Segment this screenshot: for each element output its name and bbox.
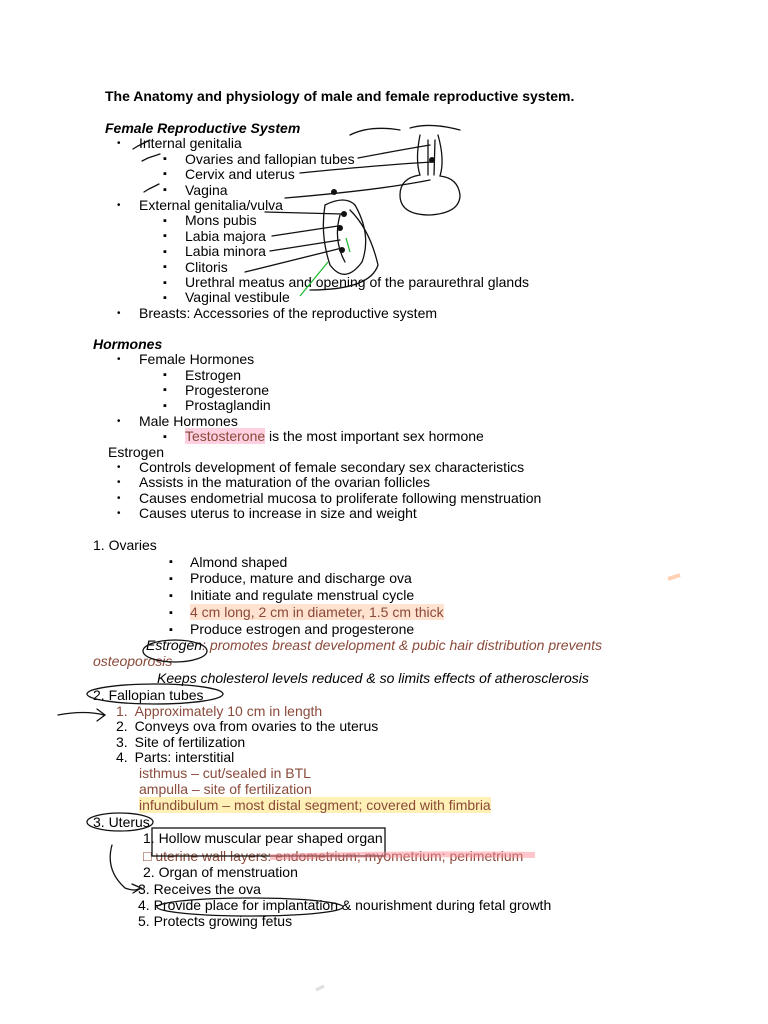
uterus-item bbox=[143, 848, 523, 864]
female-hormone-item: Prostaglandin bbox=[185, 397, 271, 413]
uterus-item: 4. Provide place for implantation & nourishment during fetal growth bbox=[138, 897, 552, 913]
ovaries-item: Almond shaped bbox=[190, 554, 288, 570]
uterus-item: 2. Organ of menstruation bbox=[143, 864, 298, 880]
hormones-heading: Hormones bbox=[93, 336, 163, 352]
internal-genitalia: Internal genitalia bbox=[139, 135, 242, 151]
square-bullet-icon: ▪ bbox=[163, 153, 167, 165]
ink-dot bbox=[337, 225, 343, 231]
bullet-dot-icon: • bbox=[117, 462, 121, 473]
bullet-dot-icon: • bbox=[117, 354, 121, 365]
arrow-head-icon bbox=[97, 709, 105, 721]
ovaries-item: Initiate and regulate menstrual cycle bbox=[190, 587, 415, 603]
pointer-line bbox=[358, 145, 430, 158]
fallopian-item: 2. Conveys ova from ovaries to the uterus bbox=[116, 718, 379, 734]
fallopian-item bbox=[116, 703, 322, 719]
testosterone-rest: is the most important sex hormone bbox=[265, 428, 484, 444]
uterine-wall-layers: □ uterine wall layers: endometrium; myometrium; perimetrium bbox=[143, 848, 524, 864]
infundibulum-highlight: infundibulum – most distal segment; covered with fimbria bbox=[139, 797, 491, 813]
uterus-sketch bbox=[400, 135, 460, 215]
square-bullet-icon: ▪ bbox=[163, 261, 167, 273]
green-ink-mark bbox=[346, 238, 350, 252]
ink-dot bbox=[429, 157, 435, 163]
ovaries-heading: 1. Ovaries bbox=[93, 537, 157, 553]
square-bullet-icon: ▪ bbox=[163, 246, 167, 258]
bullet-dot-icon: • bbox=[117, 308, 121, 319]
female-hormone-item: Estrogen bbox=[185, 367, 242, 383]
ovaries-item: Produce, mature and discharge ova bbox=[190, 570, 412, 586]
square-bullet-icon: ▪ bbox=[169, 590, 173, 602]
ink-dot bbox=[339, 247, 345, 253]
estrogen-item: Causes endometrial mucosa to proliferate following menstruation bbox=[139, 490, 542, 506]
square-bullet-icon: ▪ bbox=[163, 215, 167, 227]
square-bullet-icon: ▪ bbox=[163, 168, 167, 180]
uterus-item: 1. Hollow muscular pear shaped organ bbox=[143, 830, 383, 846]
square-bullet-icon: ▪ bbox=[169, 556, 173, 568]
pointer-line bbox=[285, 180, 430, 198]
fallopian-part: ampulla – site of fertilization bbox=[139, 781, 312, 797]
external-item: Labia majora bbox=[185, 228, 266, 244]
estrogen-note-lead: Estrogen bbox=[146, 637, 203, 653]
internal-item: Cervix and uterus bbox=[185, 166, 295, 182]
male-hormones: Male Hormones bbox=[139, 413, 238, 429]
bullet-dot-icon: • bbox=[117, 200, 121, 211]
arrow-icon bbox=[58, 713, 104, 716]
uterus-heading: 3. Uterus bbox=[93, 814, 150, 830]
estrogen-note bbox=[146, 637, 602, 653]
estrogen-note-cont: osteoporosis bbox=[93, 653, 173, 669]
external-item: Clitoris bbox=[185, 259, 228, 275]
estrogen-item: Assists in the maturation of the ovarian follicles bbox=[139, 474, 431, 490]
ink-dot bbox=[341, 211, 347, 217]
female-section-heading: Female Reproductive System bbox=[105, 120, 301, 136]
fallopian-heading: 2. Fallopian tubes bbox=[93, 687, 204, 703]
ovaries-item bbox=[190, 604, 444, 620]
bullet-dot-icon: • bbox=[117, 508, 121, 519]
external-item: Mons pubis bbox=[185, 212, 257, 228]
internal-item: Vagina bbox=[185, 182, 228, 198]
cholesterol-note: Keeps cholesterol levels reduced & so limits effects of atherosclerosis bbox=[157, 670, 589, 686]
fallopian-item: 3. Site of fertilization bbox=[116, 734, 246, 750]
square-bullet-icon: ▪ bbox=[163, 184, 167, 196]
square-bullet-icon: ▪ bbox=[163, 369, 167, 381]
pointer-line bbox=[272, 226, 338, 236]
external-item: Urethral meatus and opening of the paraurethral glands bbox=[185, 274, 529, 290]
vulva-sketch bbox=[323, 200, 365, 274]
bullet-dot-icon: • bbox=[117, 477, 121, 488]
bullet-dot-icon: • bbox=[117, 493, 121, 504]
fallopian-item-text: 1. Approximately 10 cm in length bbox=[116, 703, 323, 719]
ovaries-size-highlight: 4 cm long, 2 cm in diameter, 1.5 cm thick bbox=[190, 604, 444, 620]
ink-dot bbox=[331, 189, 337, 195]
uterus-item: 5. Protects growing fetus bbox=[138, 913, 293, 929]
estrogen-note-rest: : promotes breast development & pubic hair distribution prevents bbox=[202, 637, 603, 653]
uterus-item: 3. Receives the ova bbox=[138, 881, 261, 897]
estrogen-item: Causes uterus to increase in size and weight bbox=[139, 505, 417, 521]
female-hormone-item: Progesterone bbox=[185, 382, 270, 398]
ink-sketch bbox=[350, 125, 460, 135]
ink-sketch bbox=[337, 215, 345, 262]
square-bullet-icon: ▪ bbox=[163, 431, 167, 443]
curved-arrow-icon bbox=[110, 845, 140, 890]
breasts-item: Breasts: Accessories of the reproductive system bbox=[139, 305, 438, 321]
check-mark-icon bbox=[144, 184, 159, 192]
estrogen-heading: Estrogen bbox=[108, 444, 165, 460]
testosterone-highlight: Testosterone bbox=[185, 428, 266, 444]
square-bullet-icon: ▪ bbox=[163, 384, 167, 396]
square-bullet-icon: ▪ bbox=[163, 400, 167, 412]
check-mark-icon bbox=[142, 154, 160, 161]
external-genitalia: External genitalia/vulva bbox=[139, 197, 283, 213]
ink-sketch bbox=[428, 140, 435, 175]
square-bullet-icon: ▪ bbox=[169, 607, 173, 619]
testosterone-line bbox=[185, 428, 484, 444]
external-item: Vaginal vestibule bbox=[185, 289, 290, 305]
stray-mark bbox=[316, 986, 324, 990]
fallopian-item: 4. Parts: interstitial bbox=[116, 749, 235, 765]
ovaries-item: Produce estrogen and progesterone bbox=[190, 621, 415, 637]
fallopian-part: isthmus – cut/sealed in BTL bbox=[139, 765, 311, 781]
pointer-line bbox=[270, 240, 340, 251]
bullet-dot-icon: • bbox=[117, 416, 121, 427]
fallopian-part bbox=[139, 797, 491, 813]
external-item: Labia minora bbox=[185, 243, 266, 259]
internal-item: Ovaries and fallopian tubes bbox=[185, 151, 355, 167]
square-bullet-icon: ▪ bbox=[163, 277, 167, 289]
estrogen-item: Controls development of female secondary sex characteristics bbox=[139, 459, 525, 475]
stray-mark bbox=[668, 575, 680, 579]
square-bullet-icon: ▪ bbox=[169, 573, 173, 585]
bullet-dot-icon: • bbox=[117, 138, 121, 149]
female-hormones: Female Hormones bbox=[139, 351, 255, 367]
square-bullet-icon: ▪ bbox=[169, 624, 173, 636]
square-bullet-icon: ▪ bbox=[163, 292, 167, 304]
page-title: The Anatomy and physiology of male and female reproductive system. bbox=[105, 88, 575, 104]
square-bullet-icon: ▪ bbox=[163, 230, 167, 242]
